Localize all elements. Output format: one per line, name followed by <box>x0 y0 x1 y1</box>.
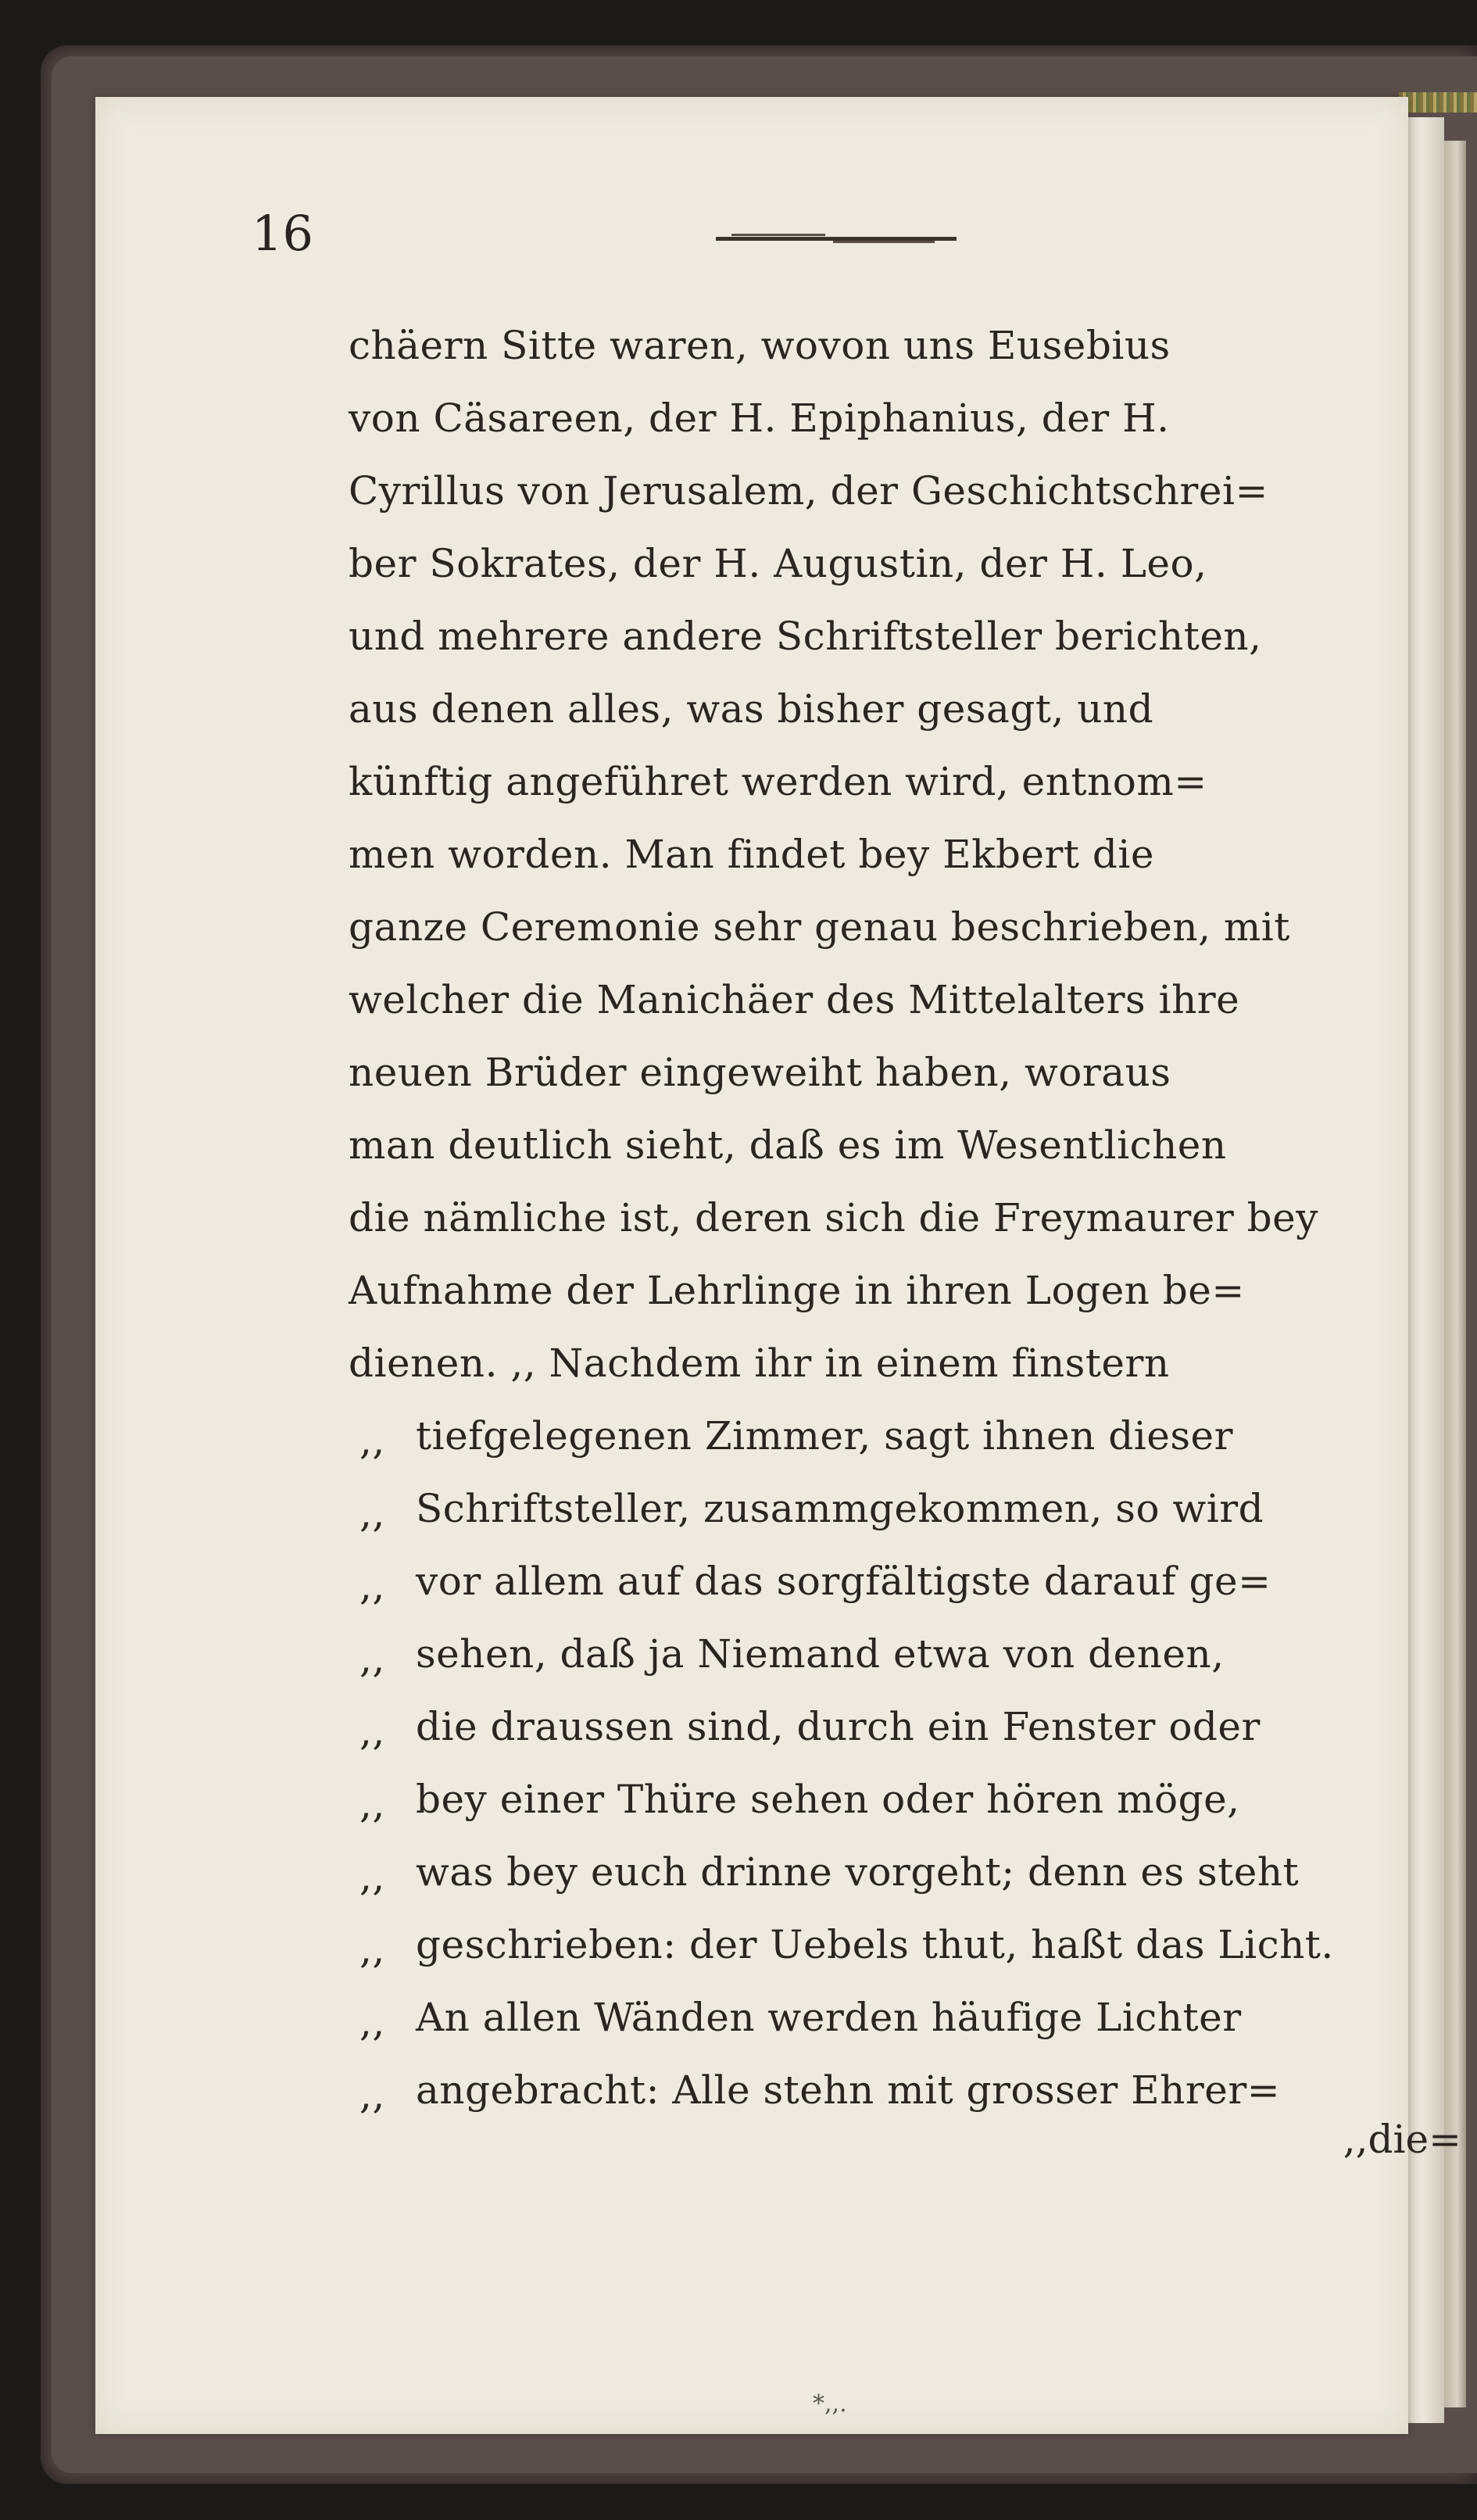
text-line-content: neuen Brüder eingeweiht haben, woraus <box>349 1050 1171 1095</box>
text-line-content: tiefgelegenen Zimmer, sagt ihnen dieser <box>416 1413 1233 1459</box>
text-line-content: die nämliche ist, deren sich die Freymaurer bey <box>349 1195 1319 1240</box>
text-line <box>349 1545 1333 1618</box>
text-line <box>349 2054 1333 2127</box>
text-line-content: angebracht: Alle stehn mit grosser Ehrer= <box>416 2067 1281 2113</box>
text-line <box>349 1327 1333 1400</box>
text-line-content: welcher die Manichäer des Mittelalters ihre <box>349 977 1240 1022</box>
quote-mark: ,, <box>359 1418 385 1463</box>
text-line <box>349 673 1333 746</box>
text-line-content: von Cäsareen, der H. Epiphanius, der H. <box>349 396 1170 441</box>
text-line-content: geschrieben: der Uebels thut, haßt das Licht. <box>416 1922 1334 1967</box>
text-line-content: Cyrillus von Jerusalem, der Geschichtschrei= <box>349 468 1268 514</box>
text-line <box>349 1473 1333 1545</box>
text-line-content: dienen. ,, Nachdem ihr in einem finstern <box>349 1341 1170 1386</box>
text-line <box>349 1036 1333 1109</box>
quote-mark: ,, <box>359 1636 385 1681</box>
binding-thread <box>1399 92 1477 113</box>
text-line <box>349 818 1333 891</box>
text-line <box>349 1400 1333 1473</box>
text-line-content: bey einer Thüre sehen oder hören möge, <box>416 1777 1240 1822</box>
text-line <box>349 310 1333 382</box>
text-line <box>349 964 1333 1036</box>
text-line <box>349 1618 1333 1691</box>
text-line <box>349 891 1333 964</box>
text-line <box>349 1109 1333 1182</box>
text-line-content: künftig angeführet werden wird, entnom= <box>349 759 1207 804</box>
text-line <box>349 1255 1333 1327</box>
quote-mark: ,, <box>359 1709 385 1754</box>
text-line-content: man deutlich sieht, daß es im Wesentlichen <box>349 1122 1227 1168</box>
text-line <box>349 382 1333 455</box>
quote-mark: ,, <box>359 1781 385 1827</box>
quote-mark: ,, <box>359 1563 385 1609</box>
quote-mark: ,, <box>359 1927 385 1972</box>
quote-mark: ,, <box>359 1854 385 1899</box>
text-line-content: aus denen alles, was bisher gesagt, und <box>349 686 1154 732</box>
quote-mark: ,, <box>359 1491 385 1536</box>
footer-marks: *,,. <box>813 2390 847 2418</box>
text-line-content: ganze Ceremonie sehr genau beschrieben, mit <box>349 904 1290 950</box>
text-line-content: und mehrere andere Schriftsteller berichten, <box>349 614 1262 659</box>
text-line <box>349 528 1333 600</box>
text-line-content: An allen Wänden werden häufige Lichter <box>416 1995 1242 2040</box>
text-line-content: sehen, daß ja Niemand etwa von denen, <box>416 1631 1225 1677</box>
page-number: 16 <box>252 205 313 262</box>
text-line <box>349 746 1333 818</box>
text-line-content: die draussen sind, durch ein Fenster oder <box>416 1704 1261 1749</box>
page-edge-strip-outer <box>1444 141 1466 2407</box>
text-line <box>349 1836 1333 1909</box>
text-line-content: was bey euch drinne vorgeht; denn es steht <box>416 1849 1300 1895</box>
text-line-content: vor allem auf das sorgfältigste darauf ge= <box>416 1559 1271 1604</box>
body-text <box>349 310 1333 2127</box>
text-line <box>349 455 1333 528</box>
text-line <box>349 600 1333 673</box>
text-line-content: Aufnahme der Lehrlinge in ihren Logen be= <box>349 1268 1245 1313</box>
text-line <box>349 1691 1333 1763</box>
text-line <box>349 1981 1333 2054</box>
text-line-content: men worden. Man findet bey Ekbert die <box>349 832 1154 877</box>
quote-mark: ,, <box>359 2072 385 2117</box>
text-line <box>349 1182 1333 1255</box>
text-line-content: ber Sokrates, der H. Augustin, der H. Leo, <box>349 541 1207 586</box>
header-ornament-rule <box>716 231 957 245</box>
text-line-content: chäern Sitte waren, wovon uns Eusebius <box>349 323 1171 368</box>
text-line-content: Schriftsteller, zusammgekommen, so wird <box>416 1486 1264 1531</box>
catchword: ,,die= <box>1343 2117 1461 2162</box>
text-line <box>349 1909 1333 1981</box>
page-edge-strip <box>1408 117 1444 2423</box>
quote-mark: ,, <box>359 1999 385 2045</box>
text-line <box>349 1763 1333 1836</box>
